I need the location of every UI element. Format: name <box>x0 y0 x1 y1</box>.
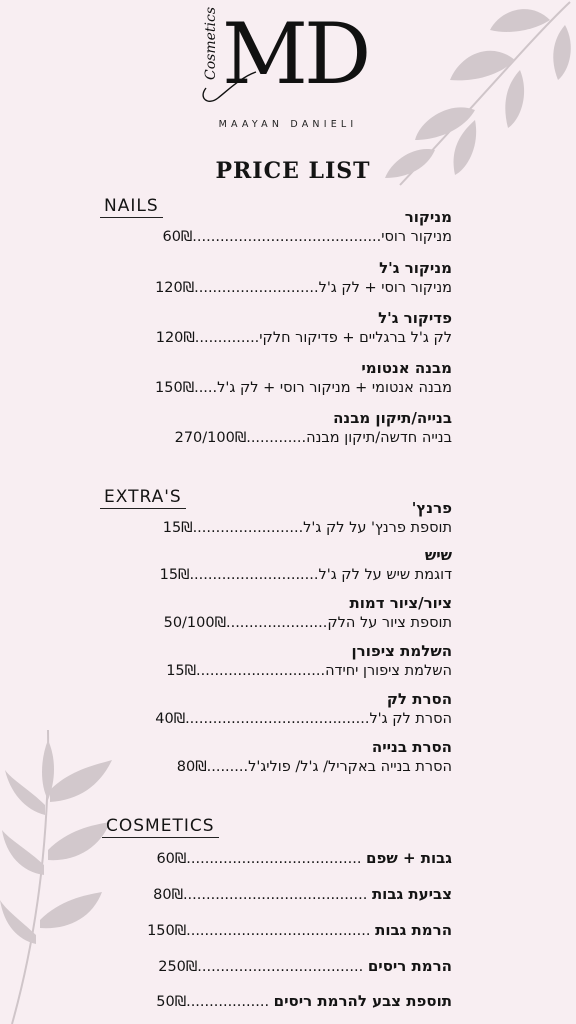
item-name: הסרת לק <box>386 690 452 708</box>
item-line: מניקור רוסי + לק ג'ל...........................120₪ <box>155 280 452 296</box>
item-line: תוספת פרנץ' על לק ג'ל........................15₪ <box>162 520 452 536</box>
price-item <box>155 689 452 729</box>
section-heading-nails: NAILS <box>100 196 163 218</box>
brand-name: MAAYAN DANIELI <box>218 119 358 130</box>
section-heading-extras: EXTRA'S <box>100 487 186 509</box>
price-item <box>156 991 452 1012</box>
logo-script: Cosmetics <box>203 6 219 80</box>
item-price: ..................50₪ <box>156 994 270 1010</box>
price-item <box>153 884 452 905</box>
item-line: השלמת ציפורן יחידה............................15₪ <box>166 663 452 679</box>
item-name: הסרת בנייה <box>371 738 452 756</box>
price-item <box>147 920 452 941</box>
item-price: ......................................60₪ <box>156 851 362 867</box>
item-line: מבנה אנטומי + מניקור רוסי + לק ג'ל.....150₪ <box>155 380 452 396</box>
item-line: הסרת בנייה באקריל/ ג'ל/ פוליג'ל.........80₪ <box>176 759 452 775</box>
item-name: גבות + שפם <box>366 849 452 867</box>
item-name: מניקור <box>404 208 452 226</box>
price-item <box>177 737 452 777</box>
price-item <box>164 593 452 633</box>
item-line: תוספת ציור על הלק......................50/100₪ <box>163 615 452 631</box>
brand-logo <box>0 5 576 118</box>
item-name: השלמת ציפורן <box>351 642 452 660</box>
item-line: מניקור רוסי.........................................60₪ <box>162 229 452 245</box>
item-name: תוספת צבע להרמת ריסים <box>273 992 452 1010</box>
logo-swash <box>198 68 258 108</box>
price-item <box>156 848 452 869</box>
page-title: PRICE LIST <box>215 158 371 184</box>
item-name: מניקור ג'ל <box>379 259 452 277</box>
leaf-branch-bottom-left <box>0 730 120 1024</box>
item-name: צביעת גבות <box>371 885 452 903</box>
price-item <box>158 956 452 977</box>
price-item <box>175 408 452 448</box>
item-price: ........................................80₪ <box>153 887 368 903</box>
item-name: הרמת ריסים <box>367 957 452 975</box>
item-price: ........................................150₪ <box>147 923 371 939</box>
item-line: לק ג'ל ברגליים + פדיקור חלקי..............120₪ <box>155 330 452 346</box>
item-name: הרמת גבות <box>375 921 452 939</box>
item-name: פדיקור ג'ל <box>378 309 452 327</box>
item-name: פרנץ' <box>411 499 452 517</box>
item-line: בנייה חדשה/תיקון מבנה.............270/100₪ <box>174 430 452 446</box>
price-item <box>160 545 452 585</box>
price-item <box>166 641 452 681</box>
item-name: ציור/ציור דמות <box>349 594 452 612</box>
price-item <box>156 308 452 348</box>
section-heading-cosmetics: COSMETICS <box>102 816 219 838</box>
item-name: בנייה/תיקון מבנה <box>333 409 452 427</box>
price-item <box>163 498 452 538</box>
item-line: הסרת לק ג'ל........................................40₪ <box>155 711 452 727</box>
logo-letters: MD <box>222 5 368 103</box>
item-line: דוגמת שיש על לק ג'ל............................15₪ <box>159 567 452 583</box>
price-item <box>155 358 452 398</box>
item-name: שיש <box>424 546 452 564</box>
price-item <box>155 258 452 298</box>
item-name: מבנה אנטומי <box>361 359 452 377</box>
price-item <box>162 207 452 247</box>
item-price: ....................................250₪ <box>158 959 364 975</box>
